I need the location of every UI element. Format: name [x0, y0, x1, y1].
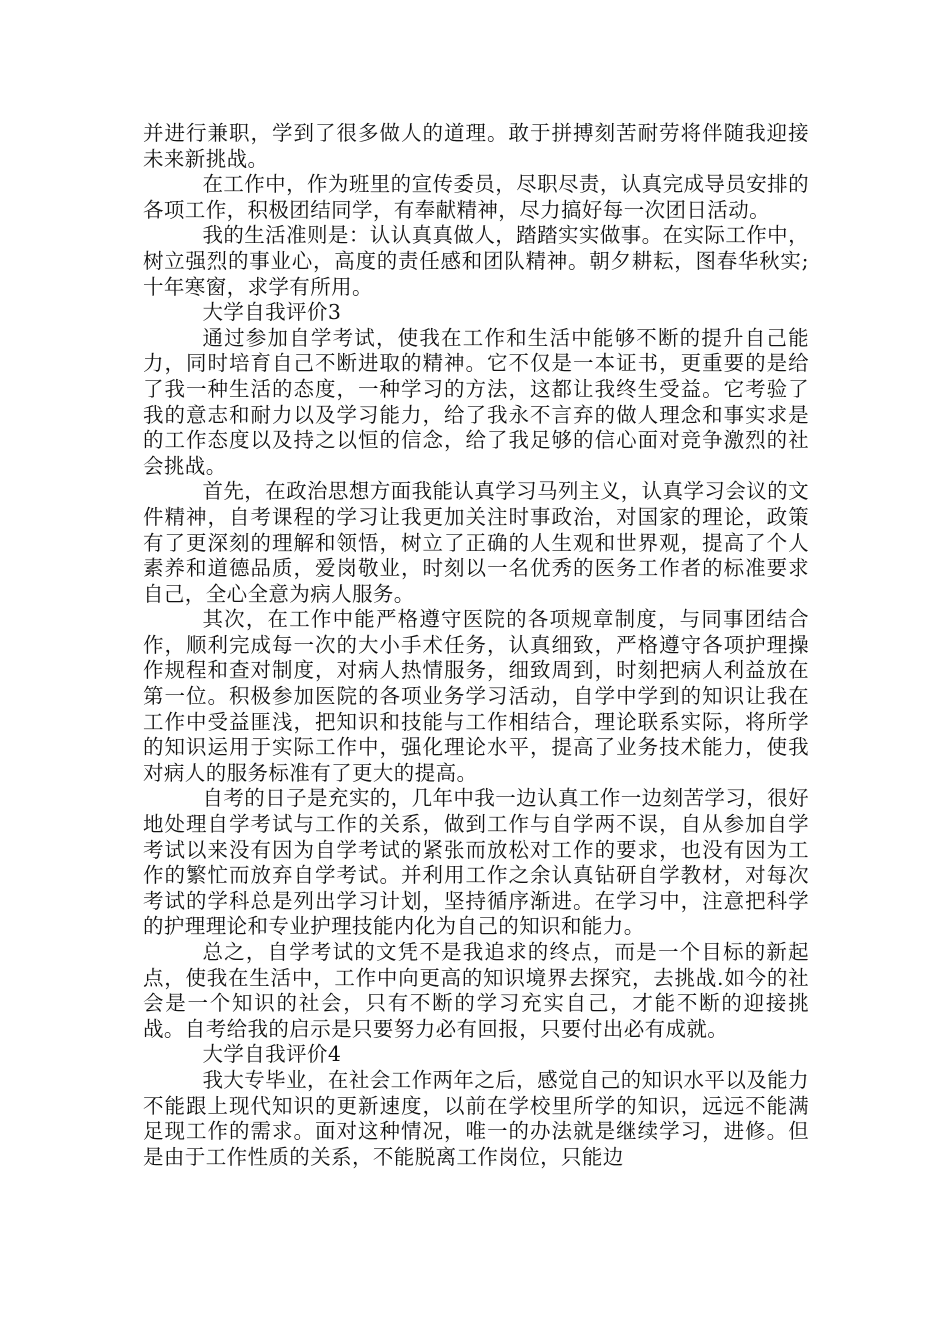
paragraph-work-conduct: 其次，在工作中能严格遵守医院的各项规章制度，与同事团结合作，顺利完成每一次的大小手术任务，认真细致，严格遵守各项护理操作规程和查对制度，对病人热情服务，细致周到，时刻把病人利益放在第一位。积极参加医院的各项业务学习活动，自学中学到的知识让我在工作中受益匪浅，把知识和技能与工作相结合，理论联系实际，将所学的知识运用于实际工作中，强化理论水平，提高了业务技术能力，使我对病人的服务标准有了更大的提高。 [143, 607, 809, 785]
paragraph-life-principles: 我的生活准则是：认认真真做人，踏踏实实做事。在实际工作中，树立强烈的事业心，高度的责任感和团队精神。朝夕耕耘，图春华秋实;十年寒窗，求学有所用。 [143, 223, 809, 299]
paragraph-conclusion: 总之，自学考试的文凭不是我追求的终点，而是一个目标的新起点，使我在生活中，工作中向更高的知识境界去探究，去挑战.如今的社会是一个知识的社会，只有不断的学习充实自己，才能不断的迎接挑战。自考给我的启示是只要努力必有回报，只要付出必有成就。 [143, 940, 809, 1041]
document-page [143, 121, 809, 1170]
paragraph-class-duties: 在工作中，作为班里的宣传委员，尽职尽责，认真完成导员安排的各项工作，积极团结同学，有奉献精神，尽力搞好每一次团日活动。 [143, 172, 809, 222]
section-heading-3: 大学自我评价3 [202, 300, 342, 325]
section-heading-4: 大学自我评价4 [202, 1042, 342, 1067]
paragraph-further-study: 我大专毕业，在社会工作两年之后，感觉自己的知识水平以及能力不能跟上现代知识的更新速度，以前在学校里所学的知识，远远不能满足现工作的需求。面对这种情况，唯一的办法就是继续学习，进修。但是由于工作性质的关系，不能脱离工作岗位，只能边 [143, 1067, 809, 1169]
paragraph-study-days: 自考的日子是充实的，几年中我一边认真工作一边刻苦学习，很好地处理自学考试与工作的关系，做到工作与自学两不误，自从参加自学考试以来没有因为自学考试的紧张而放松对工作的要求，也没有因为工作的繁忙而放弃自学考试。并利用工作之余认真钻研自学教材，对每次考试的学科总是列出学习计划，坚持循序渐进。在学习中，注意把科学的护理理论和专业护理技能内化为自己的知识和能力。 [143, 786, 809, 939]
paragraph-self-study-exam: 通过参加自学考试，使我在工作和生活中能够不断的提升自己能力，同时培育自己不断进取的精神。它不仅是一本证书，更重要的是给了我一种生活的态度，一种学习的方法，这都让我终生受益。它考验了我的意志和耐力以及学习能力，给了我永不言弃的做人理念和事实求是的工作态度以及持之以恒的信念，给了我足够的信心面对竞争激烈的社会挑战。 [143, 325, 809, 478]
paragraph-continuation: 并进行兼职，学到了很多做人的道理。敢于拼搏刻苦耐劳将伴随我迎接未来新挑战。 [143, 121, 809, 171]
paragraph-political-thought: 首先，在政治思想方面我能认真学习马列主义，认真学习会议的文件精神，自考课程的学习让我更加关注时事政治，对国家的理论，政策有了更深刻的理解和领悟，树立了正确的人生观和世界观，提高了个人素养和道德品质，爱岗敬业，时刻以一名优秀的医务工作者的标准要求自己，全心全意为病人服务。 [143, 479, 809, 606]
